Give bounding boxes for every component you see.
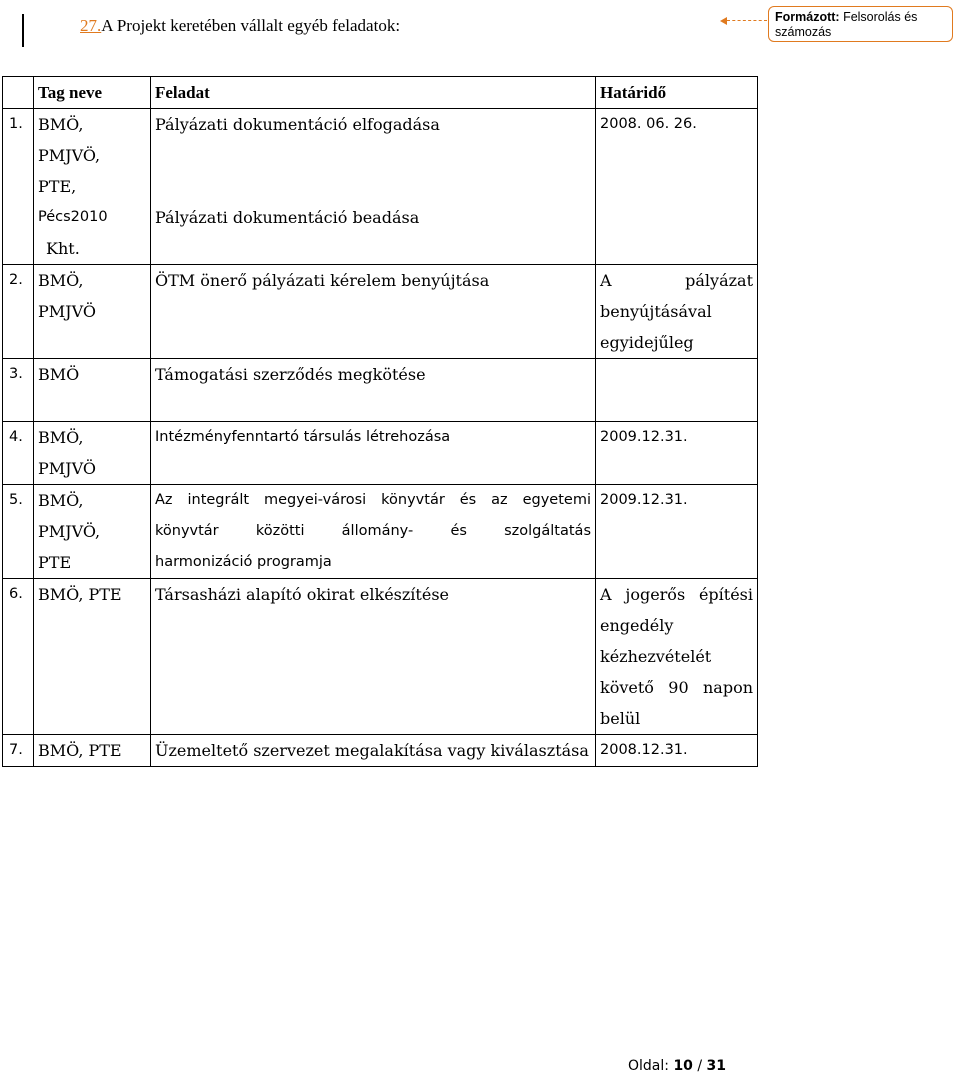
comment-arrow-icon (720, 17, 727, 25)
row-number: 2. (3, 265, 34, 359)
row-deadline-cell (596, 422, 758, 485)
row-task-cell (151, 265, 596, 359)
task-line: Pályázati dokumentáció beadása (155, 208, 420, 227)
tag-line: PMJVÖ (38, 302, 96, 321)
row-task-cell (151, 735, 596, 767)
row-task-cell (151, 422, 596, 485)
deadline-line: 2009.12.31. (600, 429, 688, 445)
deadline-line: engedély (600, 616, 674, 635)
row-task-cell (151, 359, 596, 422)
tag-line: BMÖ (38, 365, 80, 384)
change-bar (22, 14, 24, 47)
row-task-cell (151, 109, 596, 265)
task-line: könyvtár közötti állomány- és szolgáltatás (155, 523, 591, 539)
task-line: Intézményfenntartó társulás létrehozása (155, 429, 451, 445)
header-deadline: Határidő (596, 77, 758, 109)
header-tag: Tag neve (34, 77, 151, 109)
section-heading (80, 16, 400, 36)
row-deadline-cell (596, 485, 758, 579)
table-header-row (3, 77, 758, 109)
comment-connector (727, 20, 767, 21)
tag-line: PTE, (38, 177, 77, 196)
deadline-line: 2008. 06. 26. (600, 116, 697, 132)
row-tag-cell (34, 422, 151, 485)
table-row (3, 579, 758, 735)
row-tag-cell (34, 579, 151, 735)
row-number: 7. (3, 735, 34, 767)
row-deadline-cell (596, 735, 758, 767)
tag-line: Kht. (46, 239, 80, 258)
row-deadline-cell (596, 109, 758, 265)
row-number: 6. (3, 579, 34, 735)
comment-label: Formázott: (775, 10, 840, 24)
footer-page: 10 (673, 1058, 693, 1074)
tag-line: BMÖ, (38, 271, 84, 290)
table-row (3, 735, 758, 767)
table-row (3, 359, 758, 422)
task-line: Pályázati dokumentáció elfogadása (155, 115, 440, 134)
tag-line: PMJVÖ (38, 459, 96, 478)
section-number: 27. (80, 16, 102, 35)
format-comment-balloon[interactable] (768, 6, 953, 42)
tag-line: BMÖ, (38, 115, 84, 134)
deadline-line: 2009.12.31. (600, 492, 688, 508)
row-number: 5. (3, 485, 34, 579)
task-line: Az integrált megyei-városi könyvtár és az egyetemi (155, 492, 591, 508)
table-row (3, 265, 758, 359)
deadline-line: belül (600, 709, 641, 728)
row-deadline-cell (596, 359, 758, 422)
row-number: 3. (3, 359, 34, 422)
task-line: ÖTM önerő pályázati kérelem benyújtása (155, 271, 490, 290)
tag-line: PMJVÖ, (38, 522, 101, 541)
task-table (2, 76, 758, 767)
deadline-line: benyújtásával (600, 302, 712, 321)
row-tag-cell (34, 359, 151, 422)
deadline-line: A jogerős építési (600, 585, 753, 604)
task-line: Üzemeltető szervezet megalakítása vagy kiválasztása (155, 741, 589, 760)
section-title: A Projekt keretében vállalt egyéb feladatok: (101, 16, 401, 35)
task-line: harmonizáció programja (155, 554, 332, 570)
row-tag-cell (34, 265, 151, 359)
row-task-cell (151, 579, 596, 735)
task-line: Társasházi alapító okirat elkészítése (155, 585, 449, 604)
deadline-line: 2008.12.31. (600, 742, 688, 758)
comment-text: Felsorolás és számozás (775, 10, 918, 39)
table-row (3, 422, 758, 485)
task-line: Támogatási szerződés megkötése (155, 365, 426, 384)
footer-total: 31 (706, 1058, 727, 1074)
table-row (3, 485, 758, 579)
tag-line: BMÖ, PTE (38, 585, 122, 604)
deadline-line: kézhezvételét (600, 647, 712, 666)
row-number: 4. (3, 422, 34, 485)
deadline-line: egyidejűleg (600, 333, 694, 352)
header-number-cell (3, 77, 34, 109)
row-deadline-cell (596, 265, 758, 359)
deadline-line: A pályázat (600, 271, 753, 290)
tag-line: BMÖ, PTE (38, 741, 122, 760)
row-deadline-cell (596, 579, 758, 735)
deadline-line: követő 90 napon (600, 678, 753, 697)
table-row (3, 109, 758, 265)
row-tag-cell (34, 735, 151, 767)
page-footer (628, 1058, 726, 1074)
row-tag-cell (34, 109, 151, 265)
tag-line: Pécs2010 (38, 209, 108, 225)
row-task-cell (151, 485, 596, 579)
header-task: Feladat (151, 77, 596, 109)
tag-line: PMJVÖ, (38, 146, 101, 165)
row-number: 1. (3, 109, 34, 265)
tag-line: BMÖ, (38, 491, 84, 510)
tag-line: PTE (38, 553, 72, 572)
footer-sep: / (697, 1058, 703, 1074)
row-tag-cell (34, 485, 151, 579)
footer-label: Oldal: (628, 1058, 669, 1074)
tag-line: BMÖ, (38, 428, 84, 447)
